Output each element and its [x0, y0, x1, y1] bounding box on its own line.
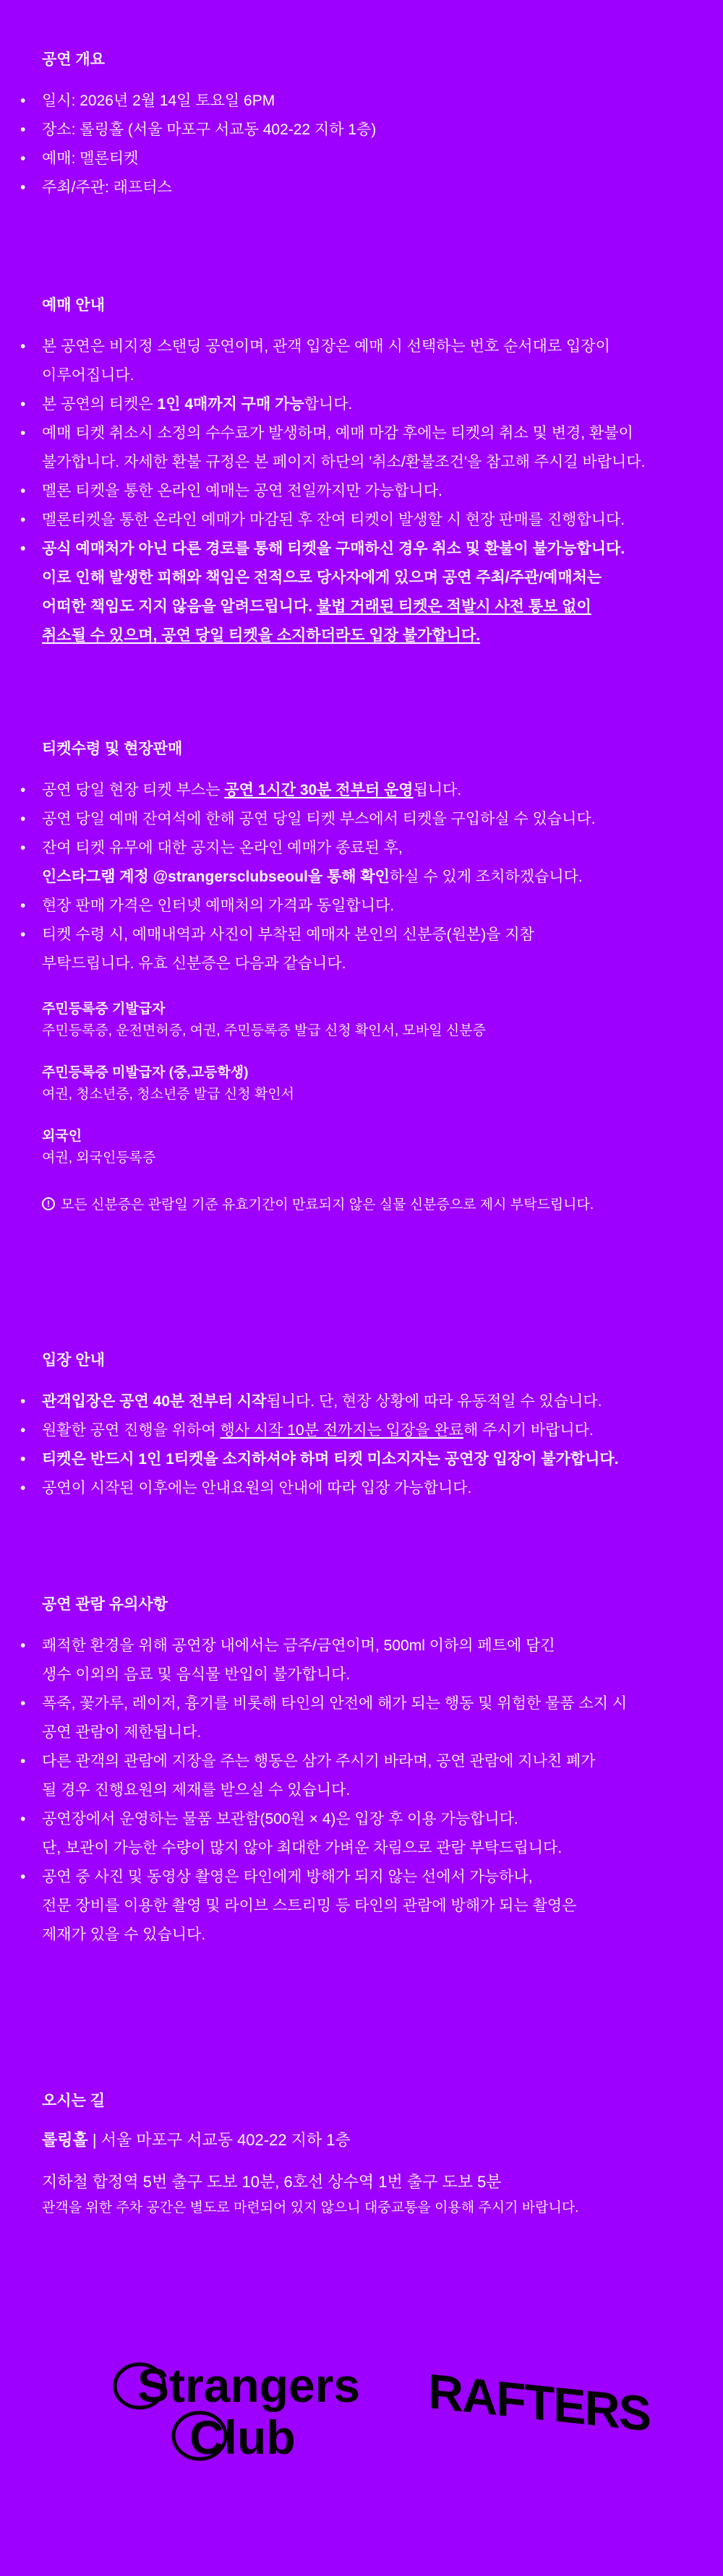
caution-list: [42, 1632, 709, 1950]
entry-section: [42, 1350, 709, 1503]
id-group-student-title: 주민등록증 미발급자 (중,고등학생): [42, 1065, 249, 1080]
logos: [0, 2341, 723, 2478]
parking-info: 관객을 위한 주차 공간은 별도로 마련되어 있지 않으니 대중교통을 이용해 주시기 바랍니다.: [42, 2200, 579, 2215]
rafters-logo: [428, 2364, 650, 2442]
booking-item-onsite: • 멜론티켓을 통한 온라인 예매가 마감된 후 잔여 티켓이 발생할 시 현장 판매를 진행합니다.: [42, 506, 709, 535]
caution-item-filming: • 공연 중 사진 및 동영상 촬영은 타인에게 방해가 되지 않는 선에서 가능하나, 전문 장비를 이용한 촬영 및 라이브 스트리밍 등 타인의 관람에 방해가 되는 촬영은 제재가 있을 수 있습니다.: [42, 1863, 709, 1950]
entry-item-late: • 공연이 시작된 이후에는 안내요원의 안내에 따라 입장 가능합니다.: [42, 1474, 709, 1503]
booking-section: [42, 295, 709, 650]
onsite-item-price: • 현장 판매 가격은 인터넷 예매처의 가격과 동일합니다.: [42, 892, 709, 921]
entry-item-ticket: • 티켓은 반드시 1인 1티켓을 소지하셔야 하며 티켓 미소지자는 공연장 입장이 불가합니다.: [42, 1445, 709, 1474]
directions-section: [42, 2090, 709, 2219]
id-group-resident-title: 주민등록증 기발급자: [42, 1001, 166, 1017]
caution-item-behavior: • 다른 관객의 관람에 지장을 주는 행동은 삼가 주시기 바라며, 공연 관람에 지나친 폐가 될 경우 진행요원의 제재를 받으실 수 있습니다.: [42, 1747, 709, 1805]
booking-list: [42, 332, 709, 650]
entry-title: 입장 안내: [42, 1352, 105, 1369]
caution-item-drinks: • 쾌적한 환경을 위해 공연장 내에서는 금주/금연이며, 500ml 이하의 페트에 담긴 생수 이외의 음료 및 음식물 반입이 불가합니다.: [42, 1632, 709, 1689]
id-validity-note-text: 모든 신분증은 관람일 기준 유효기간이 만료되지 않은 실물 신분증으로 제시 부탁드립니다.: [61, 1197, 594, 1212]
onsite-item-purchase: • 공연 당일 예매 잔여석에 한해 공연 당일 티켓 부스에서 티켓을 구입하실 수 있습니다.: [42, 805, 709, 834]
id-group-student-desc: 여권, 청소년증, 청소년증 발급 신청 확인서: [42, 1087, 294, 1102]
onsite-section: [42, 738, 709, 1213]
strangers-club-logo: [115, 2359, 360, 2464]
overview-venue: • 장소: 롤링홀 (서울 마포구 서교동 402-22 지하 1층): [42, 116, 709, 145]
venue-name: 롤링홀: [42, 2131, 88, 2149]
directions-title: 오시는 길: [42, 2093, 105, 2109]
subway-info: 지하철 합정역 5번 출구 도보 10분, 6호선 상수역 1번 출구 도보 5분: [42, 2173, 502, 2191]
onsite-item-id: • 티켓 수령 시, 예매내역과 사진이 부착된 예매자 본인의 신분증(원본)을 지참 부탁드립니다. 유효 신분증은 다음과 같습니다.: [42, 921, 709, 978]
onsite-list: [42, 776, 709, 978]
onsite-item-booth: • 공연 당일 현장 티켓 부스는 공연 1시간 30분 전부터 운영됩니다.: [42, 776, 709, 805]
id-group-student: [42, 1062, 709, 1106]
booking-item-official: • 공식 예매처가 아닌 다른 경로를 통해 티켓을 구매하신 경우 취소 및 환불이 불가능합니다. 이로 인해 발생한 피해와 책임은 전적으로 당사자에게 있으며 공연 주최/주관/예매처는 어떠한 책임도 지지 않음을 알려드립니다. 불법 거래된 티켓은 적발시 사전 통보 없이 취소될 수 있으며, 공연 당일 티켓을 소지하더라도 입장 불가합니다.: [42, 535, 709, 650]
overview-organizer: • 주최/주관: 래프터스: [42, 173, 709, 202]
booking-item-standing: • 본 공연은 비지정 스탠딩 공연이며, 관객 입장은 예매 시 선택하는 번호 순서대로 입장이 이루어집니다.: [42, 332, 709, 390]
id-group-resident: [42, 999, 709, 1042]
logo-row: [0, 2341, 723, 2478]
id-validity-note: [42, 1194, 709, 1213]
booking-title: 예매 안내: [42, 297, 105, 314]
id-group-foreigner: [42, 1126, 709, 1169]
booking-item-online: • 멜론 티켓을 통한 온라인 예매는 공연 전일까지만 가능합니다.: [42, 477, 709, 506]
overview-list: [42, 87, 709, 202]
club-logo-text: Club: [189, 2411, 296, 2464]
caution-section: [42, 1594, 709, 1950]
booking-item-cancel: • 예매 티켓 취소시 소정의 수수료가 발생하며, 예매 마감 후에는 티켓의 취소 및 변경, 환불이 불가합니다. 자세한 환불 규정은 본 페이지 하단의 '취소/환불조건'을 참고해 주시길 바랍니다.: [42, 419, 709, 477]
entry-item-arrival: • 원활한 공연 진행을 위하여 행사 시작 10분 전까지는 입장을 완료해 주시기 바랍니다.: [42, 1416, 709, 1445]
overview-date: • 일시: 2026년 2월 14일 토요일 6PM: [42, 87, 709, 116]
venue-address: 서울 마포구 서교동 402-22 지하 1층: [100, 2131, 351, 2149]
overview-section: [42, 49, 709, 202]
entry-list: [42, 1387, 709, 1503]
id-group-foreigner-title: 외국인: [42, 1129, 82, 1144]
info-icon: !: [42, 1197, 55, 1210]
overview-title: 공연 개요: [42, 51, 105, 68]
onsite-title: 티켓수령 및 현장판매: [42, 741, 183, 757]
id-group-resident-desc: 주민등록증, 운전면허증, 여권, 주민등록증 발급 신청 확인서, 모바일 신분증: [42, 1023, 486, 1038]
caution-item-danger: • 폭죽, 꽃가루, 레이저, 흉기를 비롯해 타인의 안전에 해가 되는 행동 및 위험한 물품 소지 시 공연 관람이 제한됩니다.: [42, 1689, 709, 1747]
venue-line: 롤링홀 | 서울 마포구 서교동 402-22 지하 1층: [42, 2131, 351, 2149]
caution-title: 공연 관람 유의사항: [42, 1596, 168, 1613]
onsite-item-notice: • 잔여 티켓 유무에 대한 공지는 온라인 예매가 종료된 후, 인스타그램 계정 @strangersclubseoul을 통해 확인하실 수 있게 조치하겠습니다.: [42, 834, 709, 892]
booking-item-limit: • 본 공연의 티켓은 1인 4매까지 구매 가능합니다.: [42, 390, 709, 419]
overview-ticketing: • 예매: 멜론티켓: [42, 145, 709, 173]
entry-item-start: • 관객입장은 공연 40분 전부터 시작됩니다. 단, 현장 상황에 따라 유동적일 수 있습니다.: [42, 1387, 709, 1416]
rafters-logo-text: RAFTERS: [428, 2364, 651, 2442]
caution-item-locker: • 공연장에서 운영하는 물품 보관함(500원 × 4)은 입장 후 이용 가능합니다. 단, 보관이 가능한 수량이 많지 않아 최대한 가벼운 차림으로 관람 부탁드립니다.: [42, 1805, 709, 1863]
strangers-logo-text: Strangers: [137, 2359, 361, 2412]
id-group-foreigner-desc: 여권, 외국인등록증: [42, 1150, 156, 1166]
